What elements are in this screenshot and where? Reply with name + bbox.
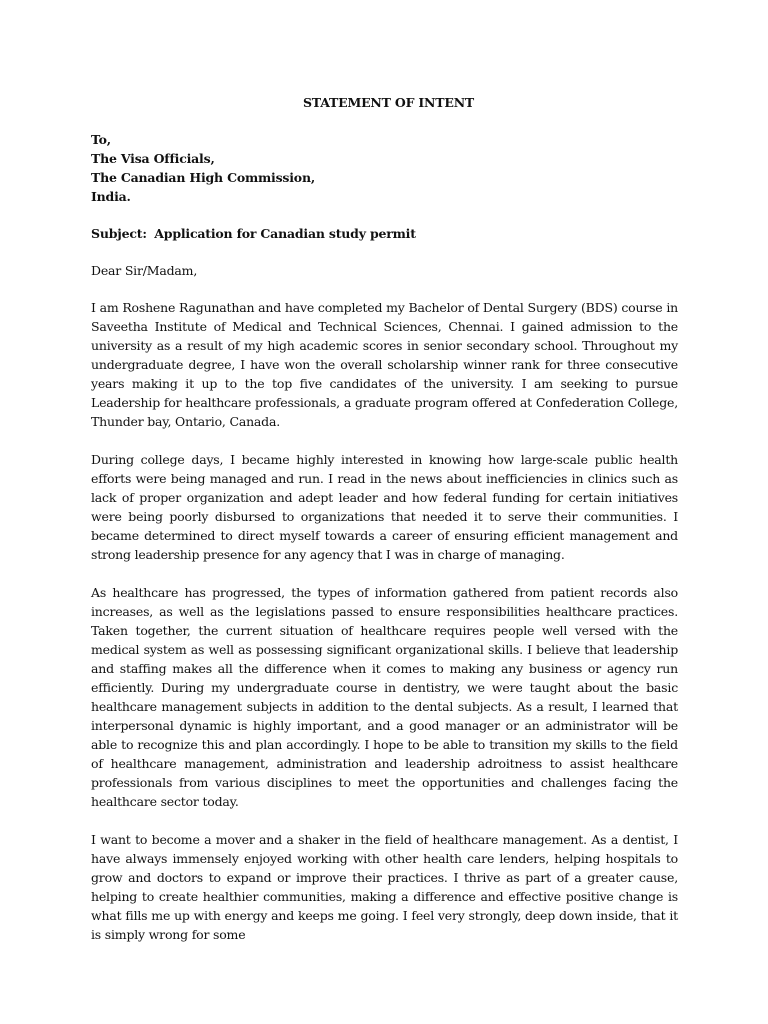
- document-body: [91, 93, 678, 963]
- address-line: The Canadian High Commission,: [91, 170, 315, 185]
- body-paragraph: As healthcare has progressed, the types of information gathered from patient records also increases, as well as the legislations passed to ensure responsibilities healthcare practices. Taken together, the current situation of healthcare requires people well versed with the medical system as well as possessing significant organizational skills. I believe that leadership and staffing makes all the difference when it comes to making any business or agency run efficiently. During my undergraduate course in dentistry, we were taught about the basic healthcare management subjects in addition to the dental subjects. As a result, I learned that interpersonal dynamic is highly important, and a good manager or an administrator will be able to recognize this and plan accordingly. I hope to be able to transition my skills to the field of healthcare management, administration and leadership adroitness to assist healthcare professionals from various disciplines to meet the opportunities and challenges facing the healthcare sector today.: [91, 585, 678, 809]
- salutation: Dear Sir/Madam,: [91, 263, 198, 278]
- body-paragraph: I am Roshene Ragunathan and have completed my Bachelor of Dental Surgery (BDS) course in Saveetha Institute of Medical and Technical Sciences, Chennai. I gained admission to the university as a result of my high academic scores in senior secondary school. Throughout my undergraduate degree, I have won the overall scholarship winner rank for three consecutive years making it up to the top five candidates of the university. I am seeking to pursue Leadership for healthcare professionals, a graduate program offered at Confederation College, Thunder bay, Ontario, Canada.: [91, 300, 678, 429]
- recipient-address: [91, 130, 678, 206]
- body-paragraph: During college days, I became highly interested in knowing how large-scale public health efforts were being managed and run. I read in the news about inefficiencies in clinics such as lack of proper organization and adept leader and how federal funding for certain initiatives were being poorly disbursed to organizations that needed it to serve their communities. I became determined to direct myself towards a career of ensuring efficient management and strong leadership presence for any agency that I was in charge of managing.: [91, 452, 678, 562]
- address-line: India.: [91, 189, 131, 204]
- address-line: To,: [91, 132, 111, 147]
- subject-label: Subject:: [91, 226, 147, 241]
- subject-text: Application for Canadian study permit: [154, 226, 416, 241]
- body-paragraph: I want to become a mover and a shaker in the field of healthcare management. As a dentist, I have always immensely enjoyed working with other health care lenders, helping hospitals to grow and doctors to expand or improve their practices. I thrive as part of a greater cause, helping to create healthier communities, making a difference and effective positive change is what fills me up with energy and keeps me going. I feel very strongly, deep down inside, that it is simply wrong for some: [91, 832, 678, 942]
- document-title: STATEMENT OF INTENT: [302, 95, 475, 110]
- subject-line: [91, 224, 678, 243]
- address-line: The Visa Officials,: [91, 151, 215, 166]
